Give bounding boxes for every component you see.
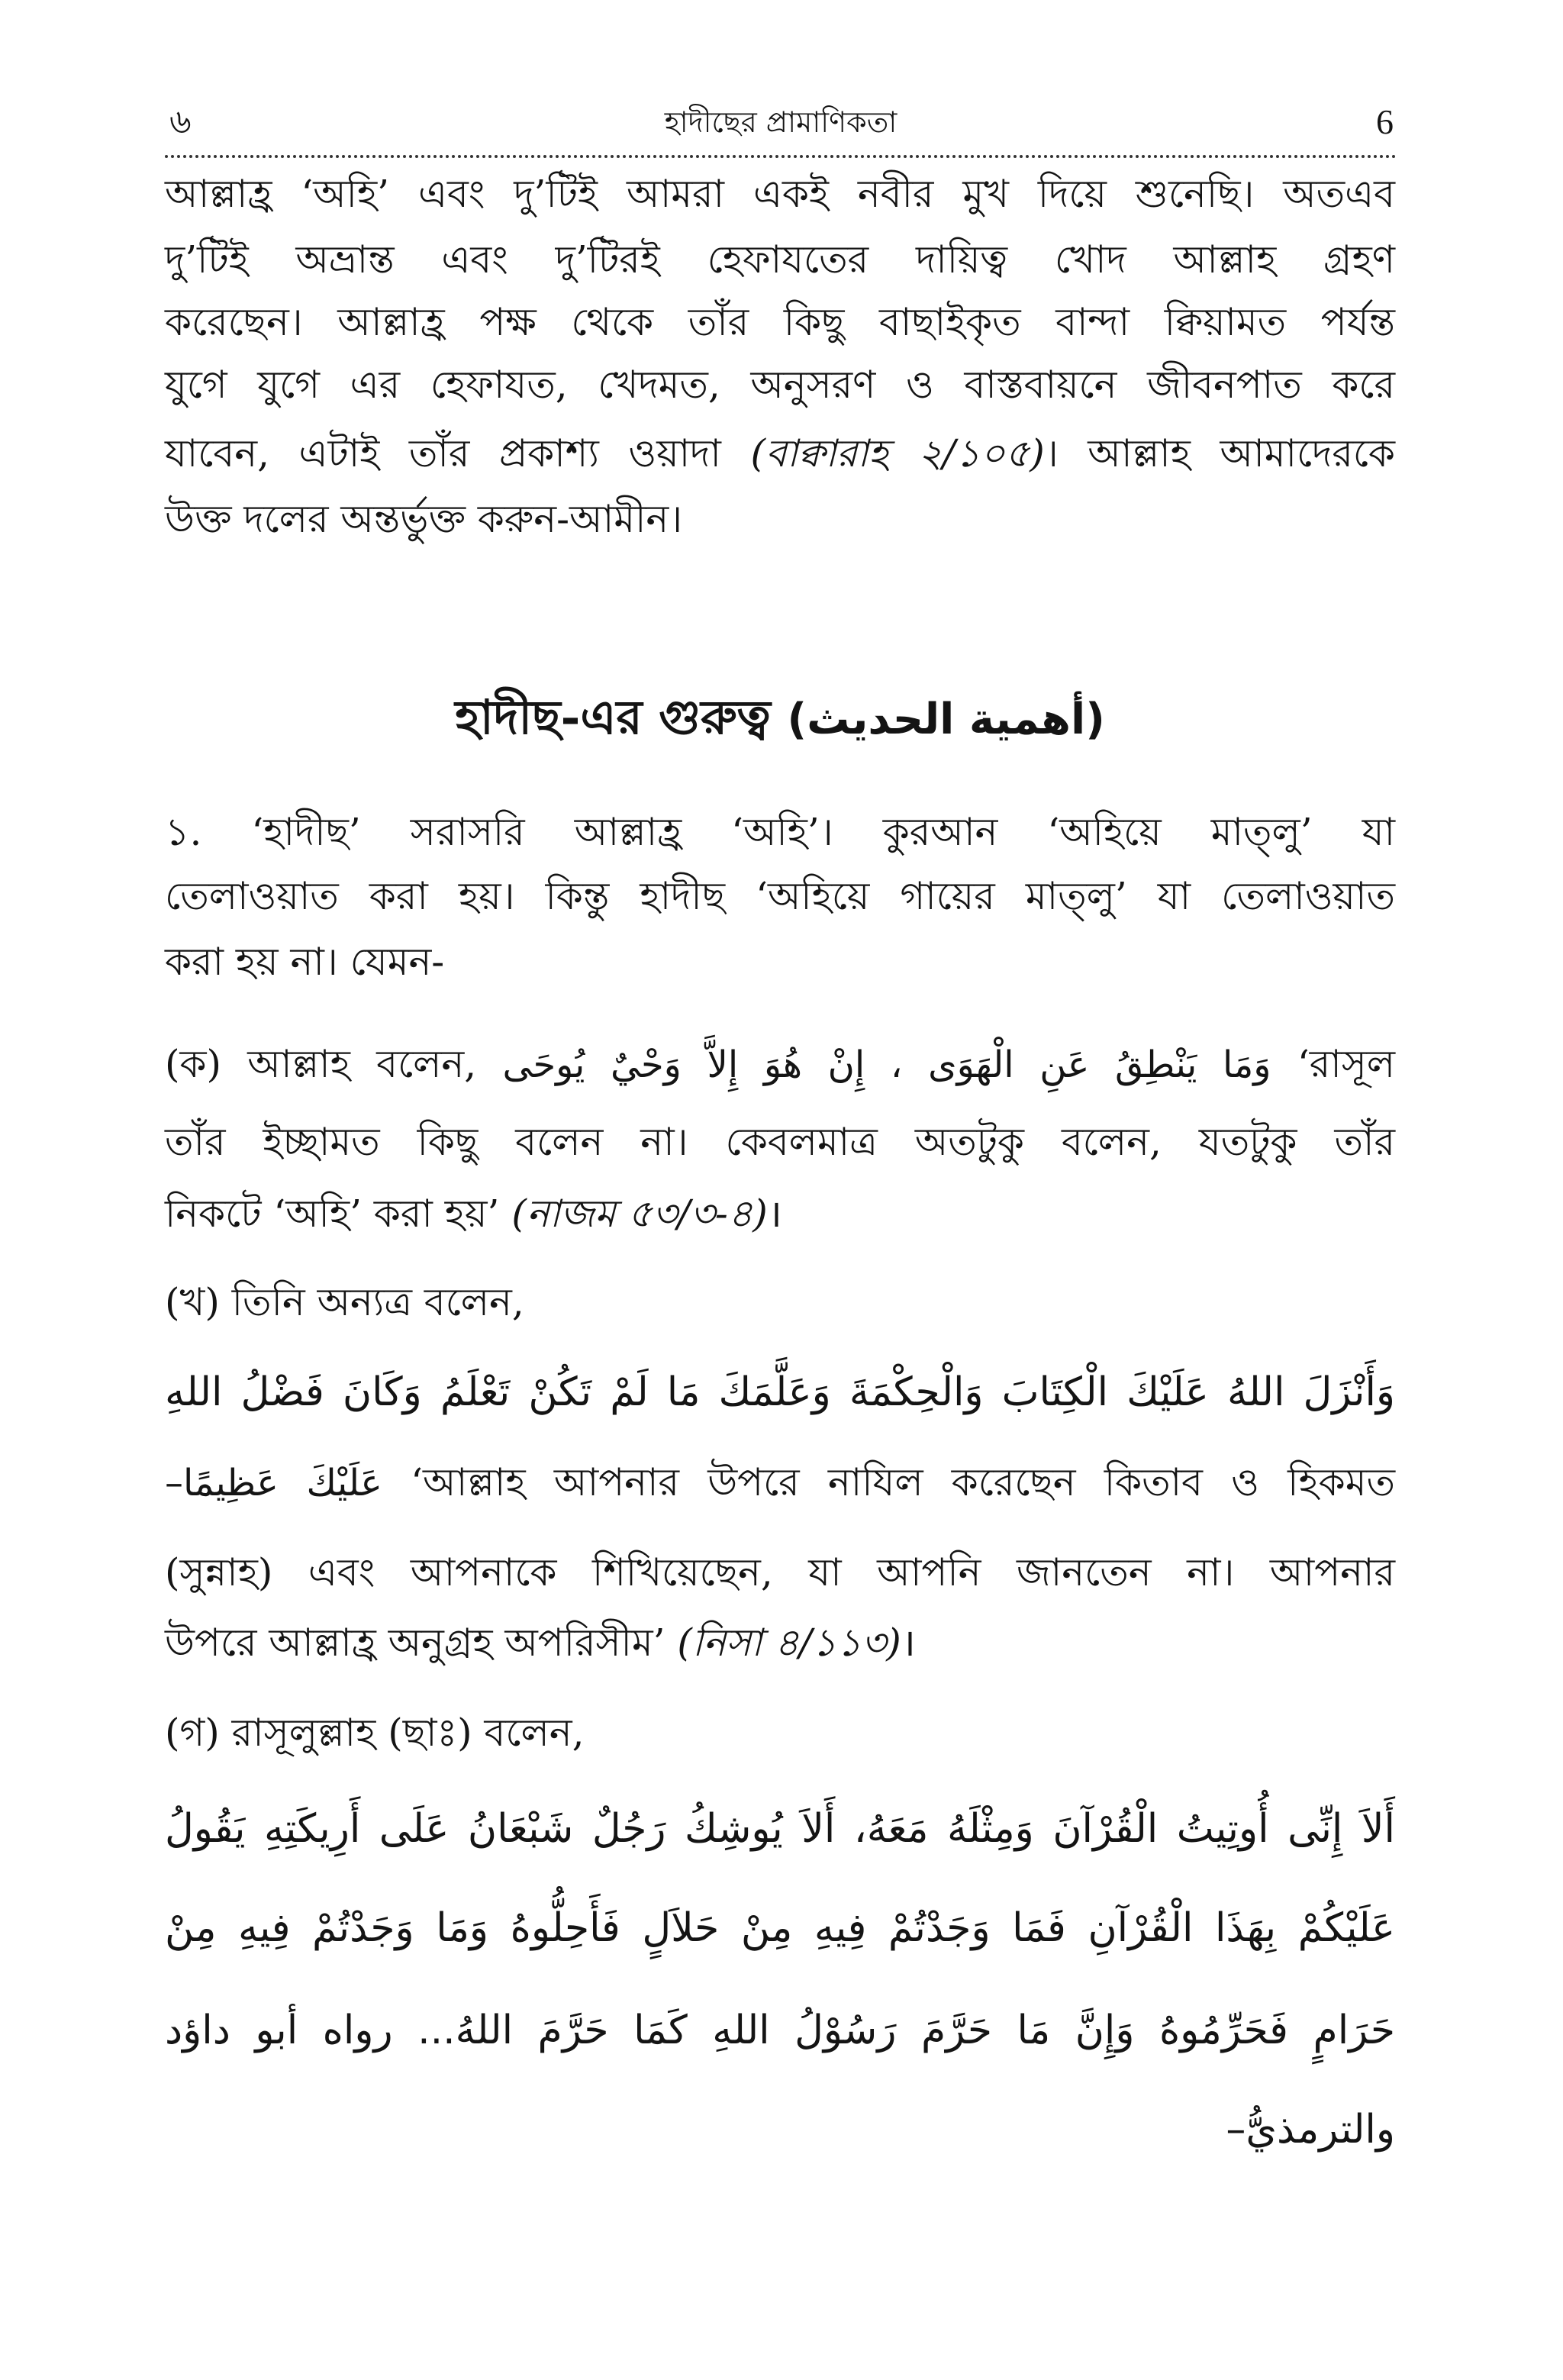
text-line: করা হয় না। যেমন- — [165, 940, 445, 984]
section-heading-arabic: (أهمية الحديث) — [787, 695, 1105, 744]
text-segment: ‘আল্লাহ আপনার উপরে নাযিল করেছেন কিতাব ও হিকমত — [411, 1460, 1395, 1504]
text-line: করেছেন। আল্লাহ্র পক্ষ থেকে তাঁর কিছু বাছাইকৃত বান্দা ক্বিয়ামত পর্যন্ত — [165, 300, 1395, 344]
arabic-hadith-line: حَرَامٍ فَحَرِّمُوهُ وَإِنَّ مَا حَرَّمَ رَسُوْلُ اللهِ كَمَا حَرَّمَ اللهُ... رواه أبو داؤد — [165, 2008, 1395, 2053]
text-line: যুগে যুগে এর হেফাযত, খেদমত, অনুসরণ ও বাস্তবায়নে জীবনপাত করে — [165, 363, 1395, 407]
text-line: দু’টিই অভ্রান্ত এবং দু’টিরই হেফাযতের দায়িত্ব খোদ আল্লাহ গ্রহণ — [165, 237, 1395, 282]
text-segment: । — [901, 1621, 916, 1665]
text-line: তেলাওয়াত করা হয়। কিন্তু হাদীছ ‘অহিয়ে গায়ের মাত্লু’ যা তেলাওয়াত — [165, 874, 1395, 918]
text-segment: । — [767, 1192, 782, 1236]
text-line — [165, 1440, 1395, 1524]
text-line — [165, 1022, 1395, 1106]
text-line: (সুন্নাহ) এবং আপনাকে শিখিয়েছেন, যা আপনি জানতেন না। আপনার — [165, 1550, 1395, 1595]
arabic-hadith-line: عَلَيْكُمْ بِهَذَا الْقُرْآنِ فَمَا وَجَدْتُمْ فِيهِ مِنْ حَلاَلٍ فَأَحِلُّوهُ وَمَا وَجَدْتُمْ فِيهِ مِنْ — [165, 1905, 1395, 1951]
citation: (নিসা ৪/১১৩) — [677, 1621, 901, 1665]
page-number-bengali: ৬ — [169, 102, 192, 141]
text-line: ১. ‘হাদীছ’ সরাসরি আল্লাহ্র ‘অহি’। কুরআন ‘অহিয়ে মাত্লু’ যা — [165, 810, 1395, 854]
text-line: আল্লাহ্র ‘অহি’ এবং দু’টিই আমরা একই নবীর মুখ দিয়ে শুনেছি। অতএব — [165, 172, 1395, 216]
page-number: 6 — [1376, 102, 1394, 141]
citation: (নাজম ৫৩/৩-৪) — [511, 1192, 768, 1236]
arabic-hadith-line: أَلاَ إِنِّى أُوتِيتُ الْقُرْآنَ وَمِثْلَهُ مَعَهُ، أَلاَ يُوشِكُ رَجُلٌ شَبْعَانُ عَلَى أَرِيكَتِهِ يَقُولُ — [165, 1806, 1395, 1852]
text-line: (গ) রাসূলুল্লাহ (ছাঃ) বলেন, — [165, 1711, 585, 1755]
text-line — [165, 1611, 1395, 1675]
running-header — [165, 95, 1397, 150]
arabic-hadith-line: والترمذيُّ– — [1226, 2107, 1395, 2153]
text-segment: নিকটে ‘অহি’ করা হয়’ — [165, 1192, 500, 1236]
citation: (বাক্বারাহ ২/১০৫) — [750, 431, 1045, 476]
text-segment: । আল্লাহ আমাদেরকে — [1044, 431, 1395, 476]
text-segment: যাবেন, এটাই তাঁর প্রকাশ্য ওয়াদা — [165, 431, 721, 476]
arabic-quote: وَمَا يَنْطِقُ عَنِ الْهَوَى ، إِنْ هُوَ إِلاَّ وَحْيٌ يُوحَى — [502, 1043, 1271, 1086]
arabic-quote: عَلَيْكَ عَظِيمًا– — [165, 1462, 382, 1504]
text-line: তাঁর ইচ্ছামত কিছু বলেন না। কেবলমাত্র অতটুকু বলেন, যতটুকু তাঁর — [165, 1120, 1395, 1164]
text-line — [165, 421, 1395, 485]
text-line: উক্ত দলের অন্তর্ভুক্ত করুন-আমীন। — [165, 497, 683, 541]
text-segment: (ক) আল্লাহ বলেন, — [165, 1042, 477, 1086]
running-title: হাদীছের প্রামাণিকতা — [664, 105, 898, 139]
text-segment: ‘রাসূল — [1297, 1042, 1395, 1086]
section-heading — [165, 672, 1395, 763]
section-heading-bengali: হাদীছ-এর গুরুত্ব — [455, 689, 771, 745]
arabic-verse-line: وَأَنْزَلَ اللهُ عَلَيْكَ الْكِتَابَ وَالْحِكْمَةَ وَعَلَّمَكَ مَا لَمْ تَكُنْ تَعْلَمُ وَكَانَ فَضْلُ اللهِ — [165, 1369, 1395, 1415]
text-line — [165, 1182, 1395, 1246]
text-segment: উপরে আল্লাহ্র অনুগ্রহ অপরিসীম’ — [165, 1621, 665, 1665]
header-dotted-rule — [165, 155, 1397, 158]
text-line: (খ) তিনি অন্যত্র বলেন, — [165, 1280, 524, 1324]
